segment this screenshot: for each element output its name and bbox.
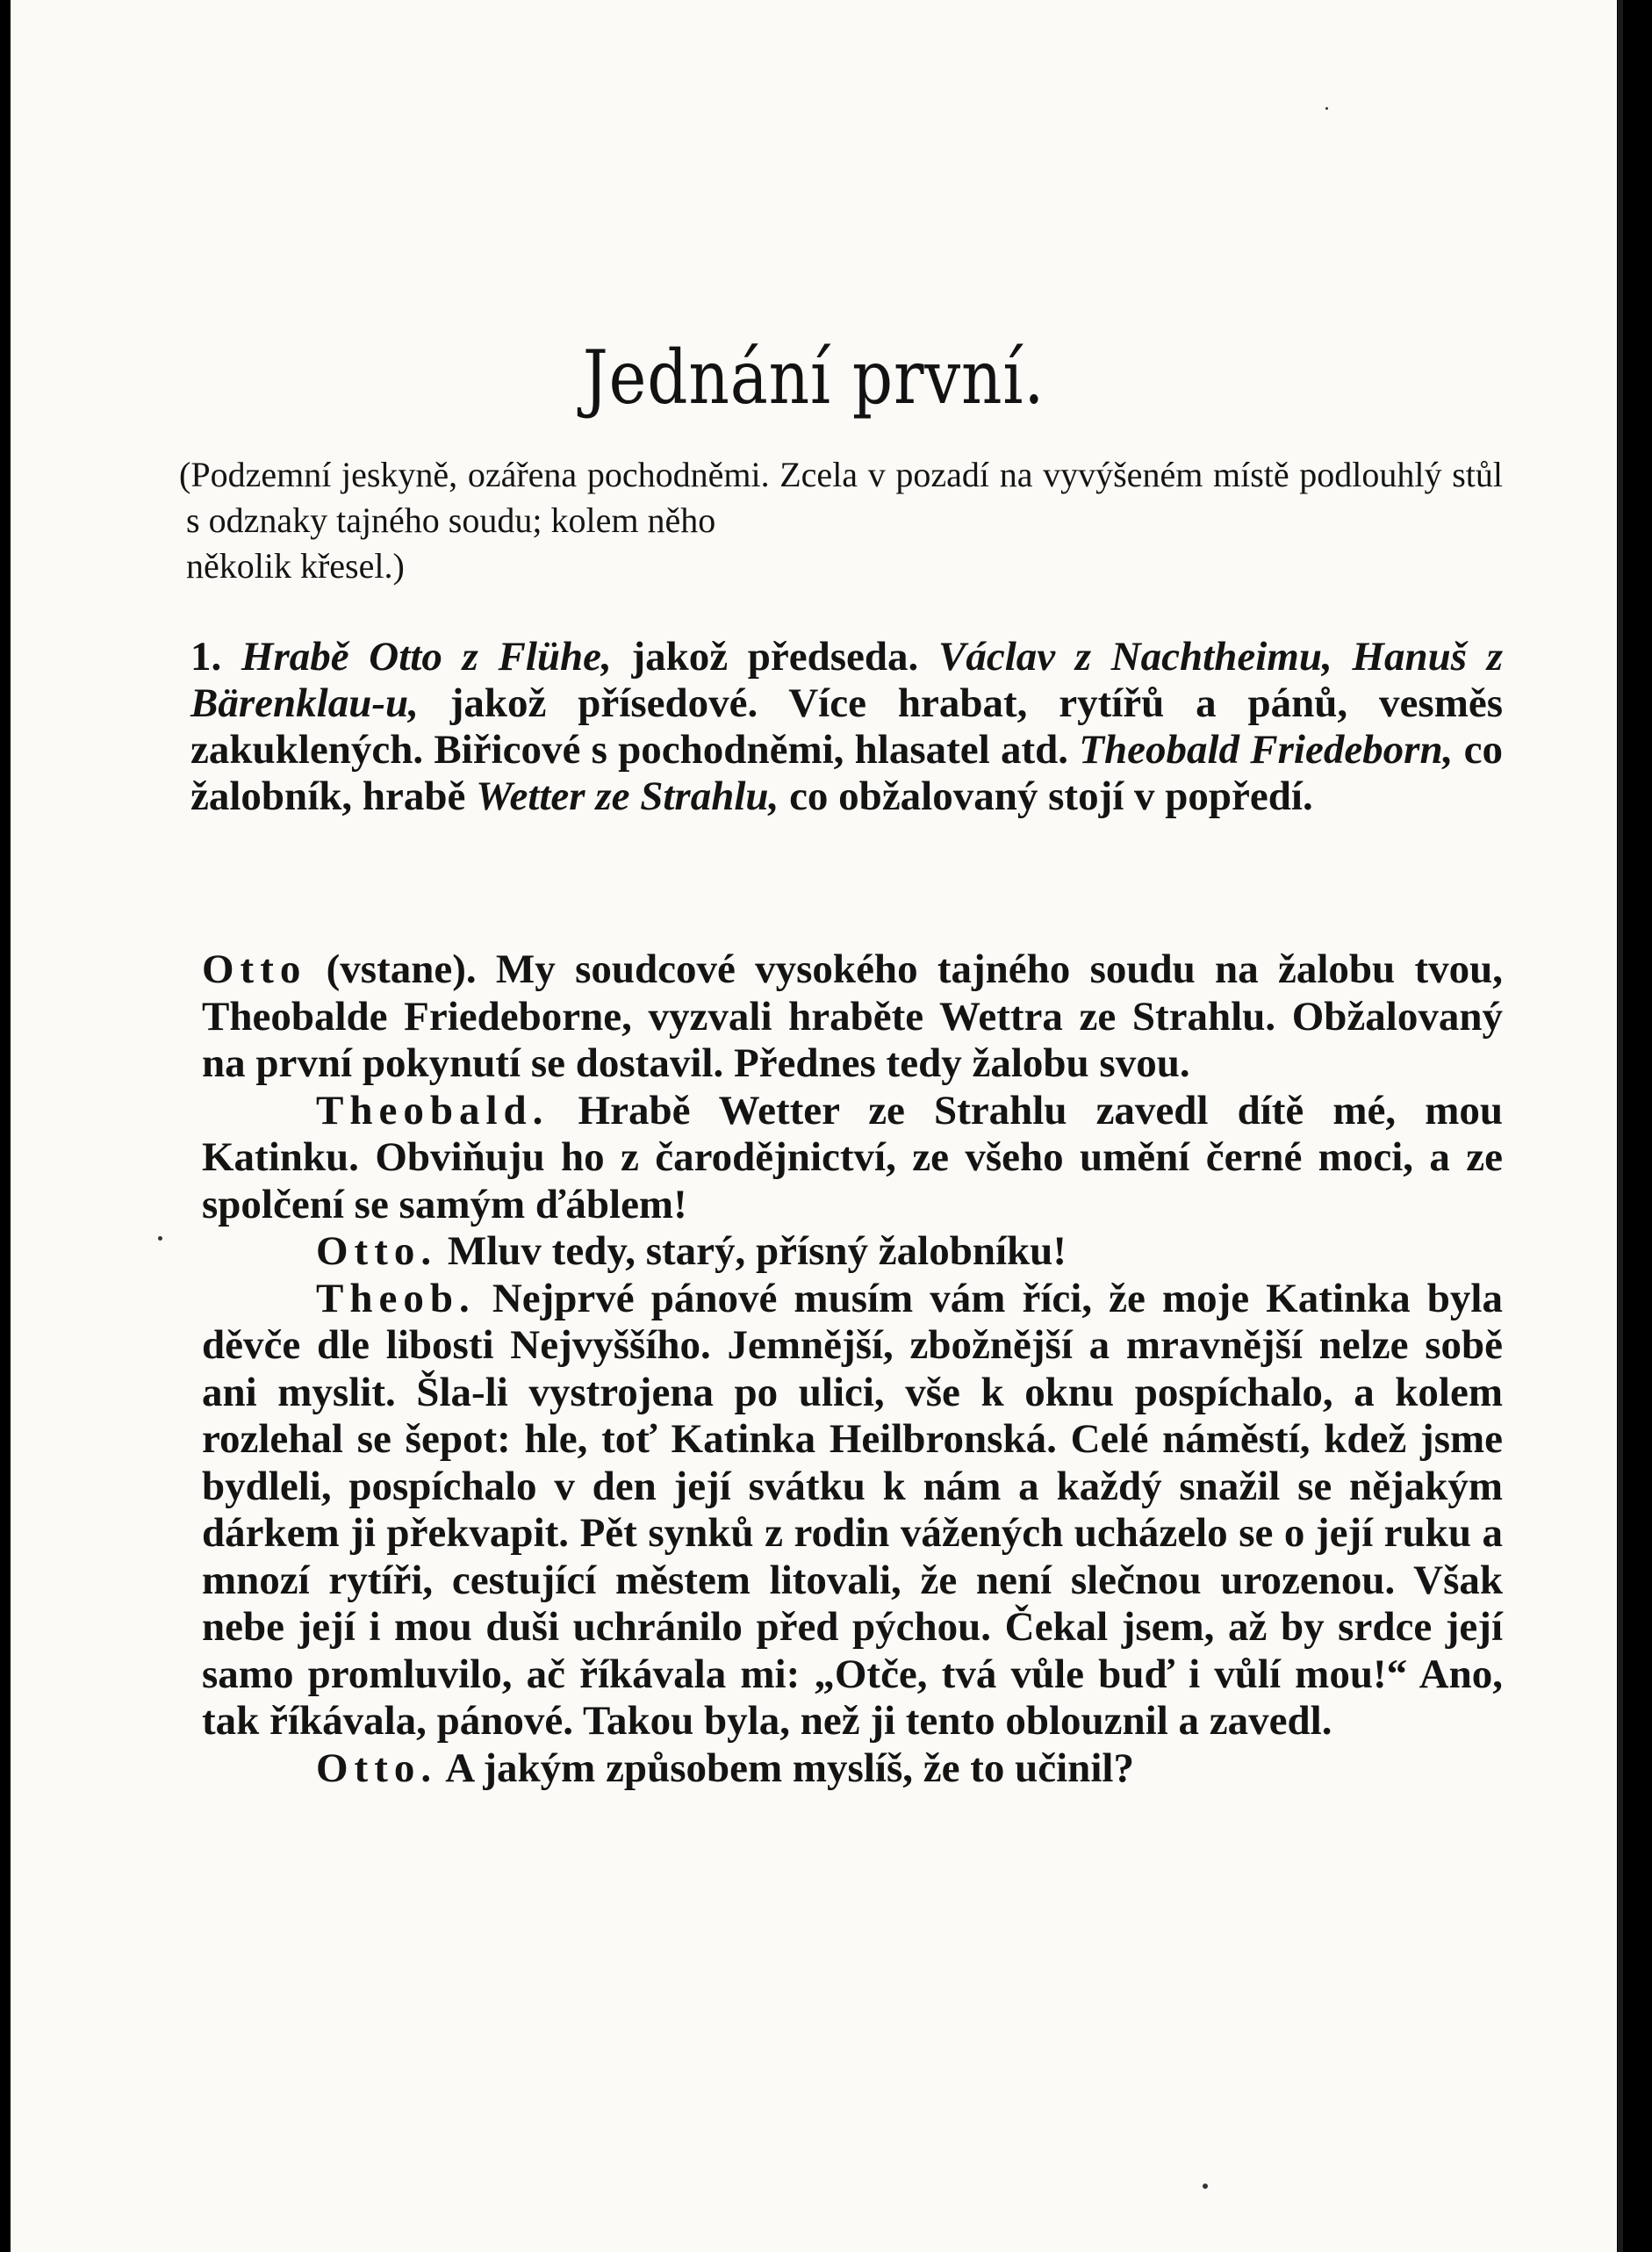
speaker-name: Otto. bbox=[316, 1228, 438, 1274]
cast-list bbox=[190, 634, 1503, 820]
speech-text: Hrabě Wetter ze Strahlu zavedl dítě mé, mou Katinku. Obviňuju ho z čarodějnictví, ze všeho umění černé moci, a ze spolčení se samým ďáblem! bbox=[202, 1087, 1503, 1227]
cast-theobald: Theobald Friedeborn, bbox=[1079, 727, 1454, 773]
ink-speck bbox=[1325, 107, 1328, 110]
ink-speck bbox=[158, 1236, 162, 1241]
chapter-title: Jednání první. bbox=[582, 335, 1045, 421]
ink-speck bbox=[1203, 2184, 1208, 2189]
cast-wetter-role: co obžalovaný stojí v popředí. bbox=[779, 773, 1313, 819]
cast-otto: Hrabě Otto z Flühe, bbox=[241, 634, 612, 680]
stage-direction-last-line: několik křesel.) bbox=[186, 546, 405, 586]
cast-theobald-role: co žalobník, hrabě bbox=[190, 727, 1503, 819]
stage-direction bbox=[179, 452, 1503, 589]
cast-separator bbox=[1332, 634, 1353, 680]
cast-wetter: Wetter ze Strahlu, bbox=[476, 773, 779, 819]
cast-assessors: jakož přísedové. Více hrabat, rytířů a pánů, vesměs zakuklených. Biřicové s pochodněmi, hlasatel atd. bbox=[190, 680, 1503, 773]
dialogue-paragraph bbox=[202, 1088, 1503, 1229]
dialogue bbox=[202, 946, 1503, 1792]
cast-hanus: Hanuš z Bärenklau-u, bbox=[190, 634, 1504, 726]
cast-vaclav: Václav z Nachtheimu, bbox=[937, 634, 1332, 680]
dialogue-paragraph bbox=[202, 1745, 1503, 1793]
dialogue-paragraph bbox=[202, 946, 1503, 1088]
speech-text: A jakým způsobem myslíš, že to učinil? bbox=[437, 1745, 1134, 1791]
stage-direction-text: (Podzemní jeskyně, ozářena pochodněmi. Zcela v pozadí na vyvýšeném místě podlouhlý stůl s odznaky tajného soudu; kolem něho bbox=[179, 455, 1503, 540]
speaker-name: Theobald. bbox=[316, 1087, 549, 1133]
dialogue-paragraph bbox=[202, 1228, 1503, 1276]
speaker-name: Theob. bbox=[316, 1275, 476, 1321]
speech-text: (vstane). My soudcové vysokého tajného soudu na žalobu tvou, Theobalde Friedeborne, vyzvali hraběte Wettra ze Strahlu. Obžalovaný na první pokynutí se dostavil. Přednes tedy žalobu svou. bbox=[202, 946, 1503, 1086]
cast-number: 1. bbox=[190, 634, 222, 680]
speaker-name: Otto bbox=[202, 946, 307, 992]
speech-text: Mluv tedy, starý, přísný žalobníku! bbox=[437, 1228, 1067, 1274]
book-page bbox=[11, 0, 1617, 2252]
dialogue-paragraph bbox=[202, 1276, 1503, 1745]
speaker-name: Otto. bbox=[316, 1745, 438, 1791]
page-edge bbox=[1618, 0, 1623, 2252]
cast-otto-role: jakož předseda. bbox=[611, 634, 938, 680]
speech-text: Nejprvé pánové musím vám říci, že moje Katinka byla děvče dle libosti Nejvyššího. Jemnější, zbožnější a mravnější nelze sobě ani myslit. Šla-li vystrojena po ulici, vše k oknu pospíchalo, a kolem rozlehal se šepot: hle, toť Katinka Heilbronská. Celé náměstí, kdež jsme bydleli, pospíchalo v den její svátku k nám a každý snažil se nějakým dárkem ji překvapit. Pět synků z rodin vážených ucházelo se o její ruku a mnozí rytíři, cestující městem litovali, že není slečnou urozenou. Však nebe její i mou duši uchránilo před pýchou. Čekal jsem, až by srdce její samo promluvilo, ač říkávala mi: „Otče, tvá vůle buď i vůlí mou!“ Ano, tak říkávala, pánové. Takou byla, než ji tento oblouznil a zavedl. bbox=[202, 1275, 1503, 1744]
